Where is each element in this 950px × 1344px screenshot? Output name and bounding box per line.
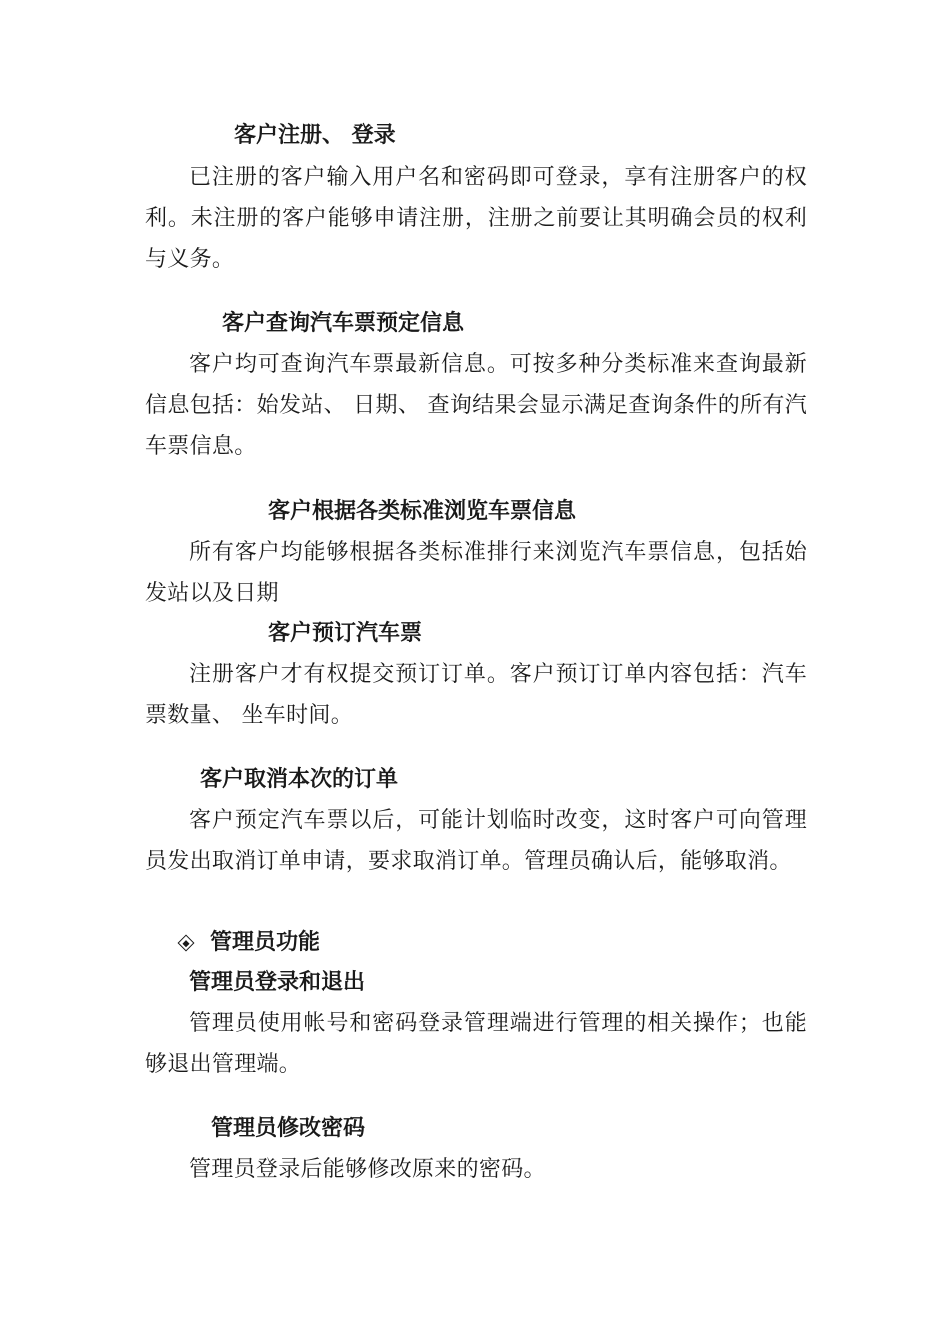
section-heading-query-ticket: 客户查询汽车票预定信息 <box>222 311 465 336</box>
admin-body-change-password: 管理员登录后能够修改原来的密码。 <box>189 1157 546 1182</box>
section-body-register-login: 已注册的客户输入用户名和密码即可登录，享有注册客户的权利。未注册的客户能够申请注册，注册之前要让其明确会员的权利与义务。 <box>145 165 807 272</box>
section-heading-browse-ticket: 客户根据各类标准浏览车票信息 <box>268 499 577 524</box>
admin-heading-change-password: 管理员修改密码 <box>211 1116 366 1141</box>
section-body-query-ticket: 客户均可查询汽车票最新信息。可按多种分类标准来查询最新信息包括：始发站、 日期、 查询结果会显示满足查询条件的所有汽车票信息。 <box>145 352 807 459</box>
diamond-bullet-icon <box>178 935 195 952</box>
admin-heading-login-logout: 管理员登录和退出 <box>189 970 366 995</box>
section-heading-register-login: 客户注册、 登录 <box>234 123 396 148</box>
admin-functions-title: 管理员功能 <box>210 930 321 955</box>
section-body-book-ticket: 注册客户才有权提交预订订单。客户预订订单内容包括：汽车票数量、 坐车时间。 <box>145 662 807 728</box>
admin-functions-bullet <box>177 926 320 960</box>
section-body-cancel-order: 客户预定汽车票以后，可能计划临时改变，这时客户可向管理员发出取消订单申请，要求取消订单。管理员确认后，能够取消。 <box>145 808 807 874</box>
admin-body-login-logout: 管理员使用帐号和密码登录管理端进行管理的相关操作；也能够退出管理端。 <box>145 1011 807 1077</box>
section-heading-cancel-order: 客户取消本次的订单 <box>200 767 399 792</box>
section-body-browse-ticket: 所有客户均能够根据各类标准排行来浏览汽车票信息，包括始发站以及日期 <box>145 540 807 606</box>
section-heading-book-ticket: 客户预订汽车票 <box>268 621 423 646</box>
